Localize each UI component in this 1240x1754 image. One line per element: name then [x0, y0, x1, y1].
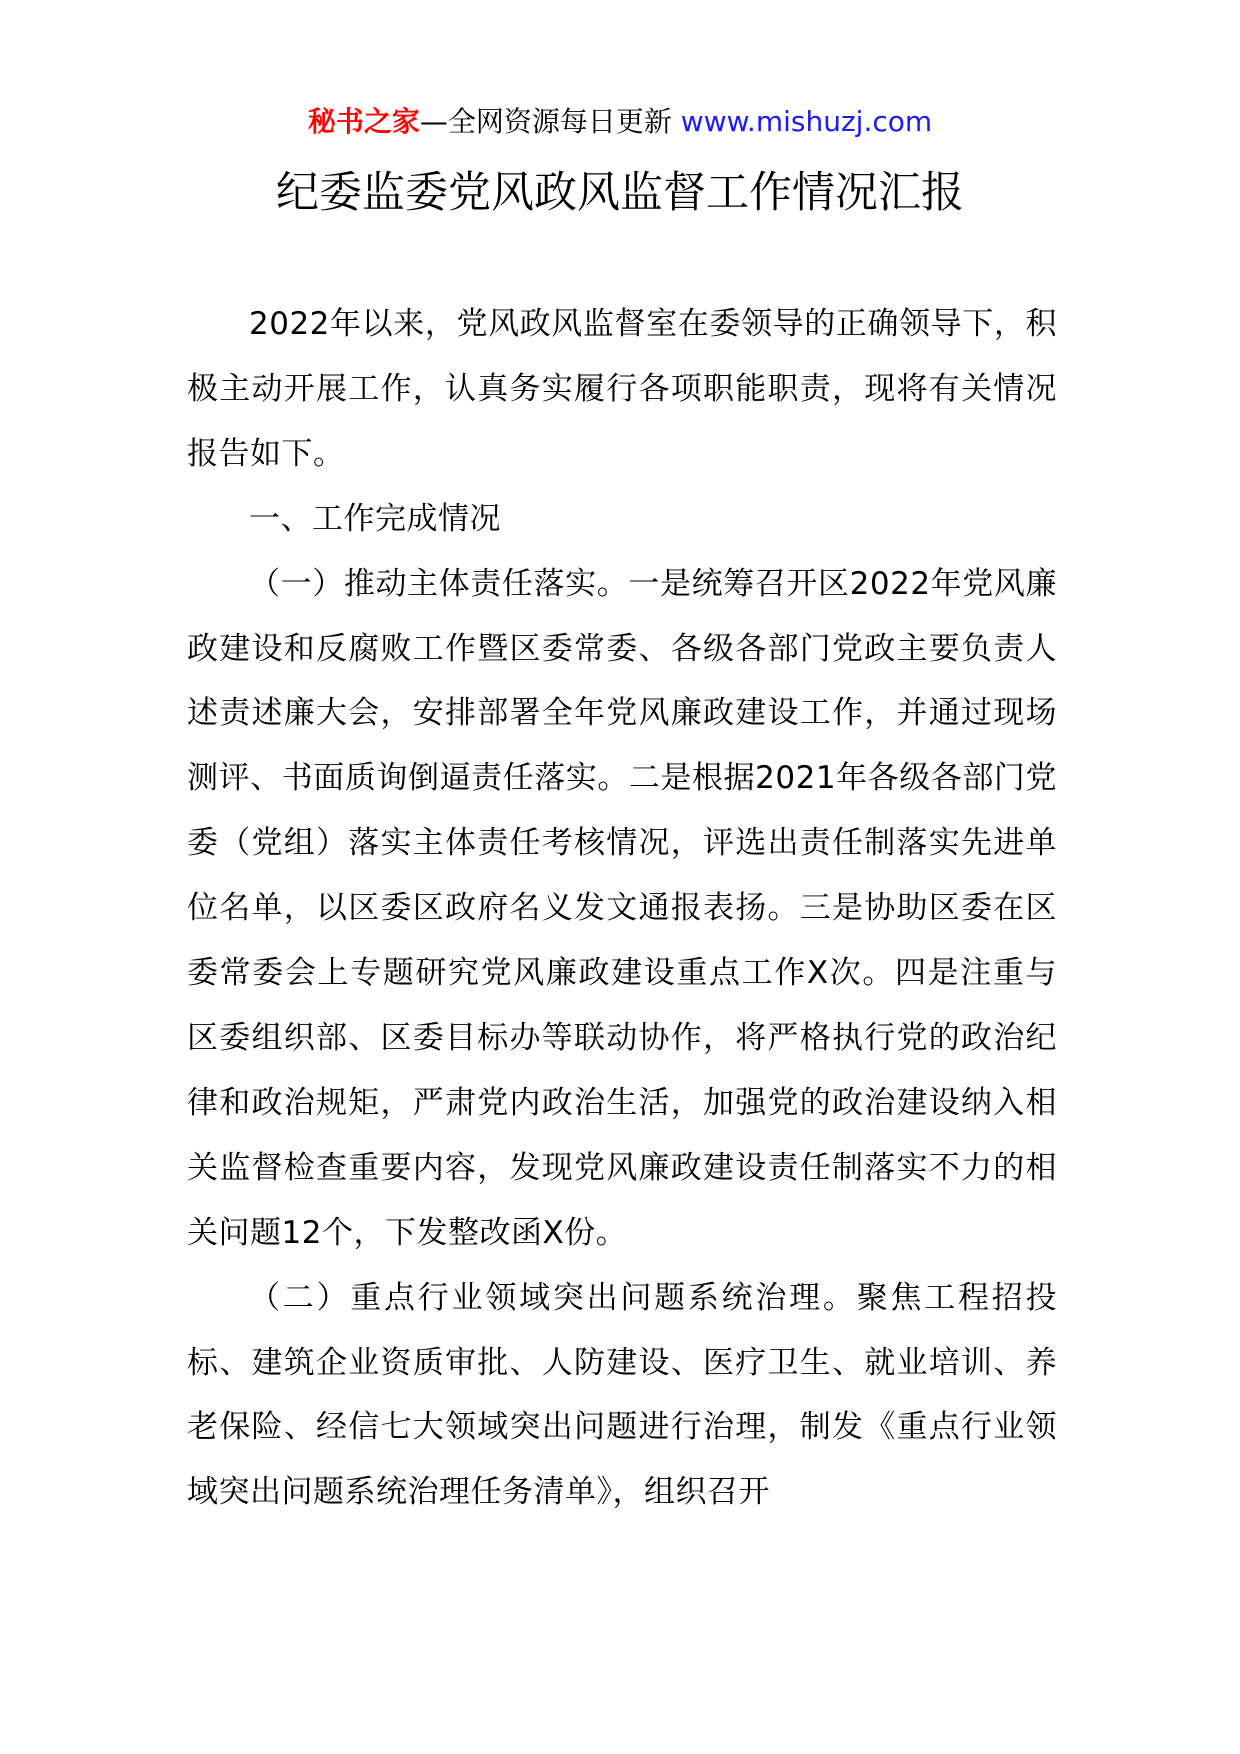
- brand-name: 秘书之家: [307, 105, 420, 138]
- header-tagline: —全网资源每日更新: [419, 105, 672, 138]
- document-title: 纪委监委党风政风监督工作情况汇报: [276, 168, 964, 218]
- intro-paragraph: 2022年以来，党风政风监督室在委领导的正确领导下，积极主动开展工作，认真务实履行各项职能职责，现将有关情况报告如下。: [187, 306, 1057, 472]
- document-body: [187, 292, 1057, 1525]
- section-heading: 一、工作完成情况: [249, 500, 501, 537]
- body-paragraph: （二）重点行业领域突出问题系统治理。聚焦工程招投标、建筑企业资质审批、人防建设、医疗卫生、就业培训、养老保险、经信七大领域突出问题进行治理，制发《重点行业领域突出问题系统治理任务清单》，组织召开: [187, 1279, 1057, 1511]
- source-header: [0, 100, 1240, 144]
- body-paragraph: （一）推动主体责任落实。一是统筹召开区2022年党风廉政建设和反腐败工作暨区委常委、各级各部门党政主要负责人述责述廉大会，安排部署全年党风廉政建设工作，并通过现场测评、书面质询倒逼责任落实。二是根据2021年各级各部门党委（党组）落实主体责任考核情况，评选出责任制落实先进单位名单，以区委区政府名义发文通报表扬。三是协助区委在区委常委会上专题研究党风廉政建设重点工作X次。四是注重与区委组织部、区委目标办等联动协作，将严格执行党的政治纪律和政治规矩，严肃党内政治生活，加强党的政治建设纳入相关监督检查重要内容，发现党风廉政建设责任制落实不力的相关问题12个，下发整改函X份。: [187, 565, 1057, 1251]
- site-url-link[interactable]: www.mishuzj.com: [680, 105, 933, 138]
